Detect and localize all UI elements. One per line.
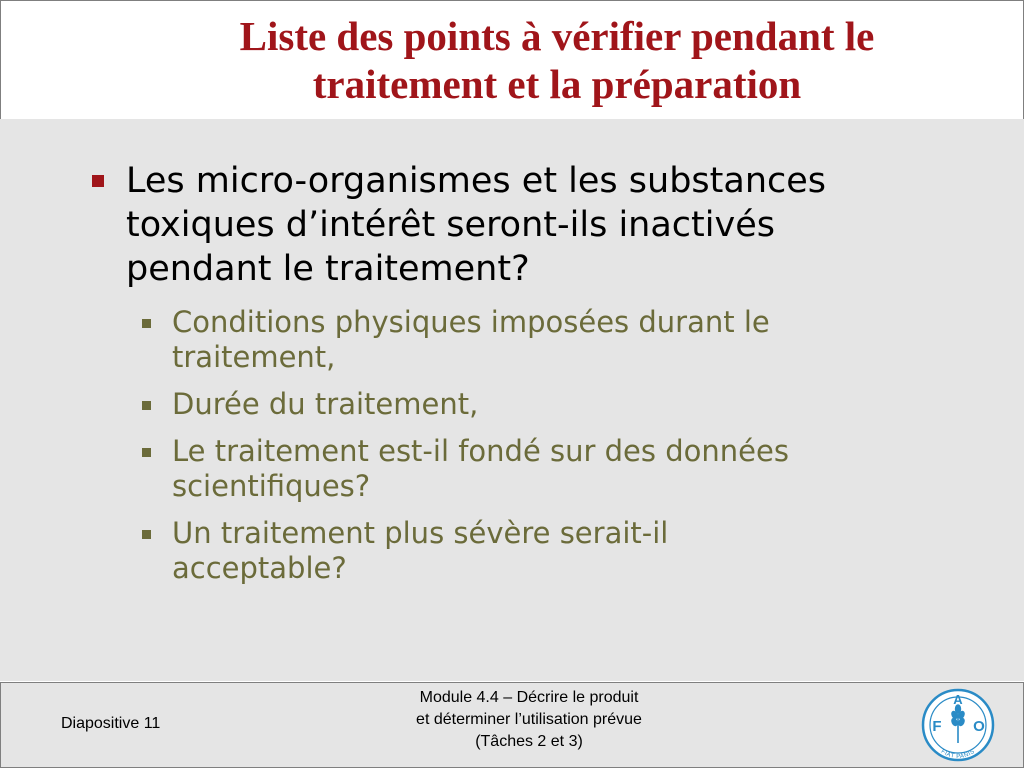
title-box — [0, 0, 1024, 120]
sub-bullet-line: Durée du traitement, — [172, 387, 479, 421]
sub-bullet-line: Le traitement est-il fondé sur des données — [172, 434, 789, 468]
sub-bullet-severe — [140, 516, 942, 586]
slide-number: Diapositive 11 — [61, 715, 161, 732]
sub-bullet-line: Conditions physiques imposées durant le — [172, 305, 770, 339]
module-line-3: (Tâches 2 et 3) — [475, 733, 583, 750]
bullet-level1 — [90, 159, 946, 291]
square-bullet-icon — [92, 175, 104, 187]
bullet-line: Les micro-organismes et les substances — [126, 161, 827, 201]
slide-title — [82, 12, 942, 108]
bullet-list — [0, 159, 1024, 586]
module-line-1: Module 4.4 – Décrire le produit — [419, 689, 639, 706]
sub-bullet-line: acceptable? — [172, 551, 347, 585]
logo-motto: FIAT PANIS — [939, 748, 977, 761]
sub-bullet-conditions — [140, 305, 942, 375]
title-line-1: Liste des points à vérifier pendant le — [239, 13, 875, 59]
sub-bullet-line: Un traitement plus sévère serait-il — [172, 516, 669, 550]
sub-bullet-line: scientifiques? — [172, 469, 371, 503]
title-line-2: traitement et la préparation — [312, 61, 802, 107]
fao-logo-icon — [919, 687, 997, 763]
bullet-line: toxiques d’intérêt seront-ils inactivés — [126, 205, 775, 245]
sub-bullet-duree — [140, 387, 942, 422]
sub-bullet-line: traitement, — [172, 340, 336, 374]
square-bullet-icon — [142, 530, 151, 539]
square-bullet-icon — [142, 319, 151, 328]
sub-bullet-donnees — [140, 434, 942, 504]
logo-letter-f: F — [932, 718, 942, 735]
logo-letter-o: O — [973, 718, 985, 735]
square-bullet-icon — [142, 448, 151, 457]
module-line-2: et déterminer l’utilisation prévue — [416, 711, 642, 728]
module-caption — [381, 687, 677, 753]
bullet-line: pendant le traitement? — [126, 249, 530, 289]
footer — [0, 682, 1024, 768]
logo-letter-a: A — [953, 692, 963, 707]
square-bullet-icon — [142, 401, 151, 410]
content-area — [0, 119, 1024, 681]
